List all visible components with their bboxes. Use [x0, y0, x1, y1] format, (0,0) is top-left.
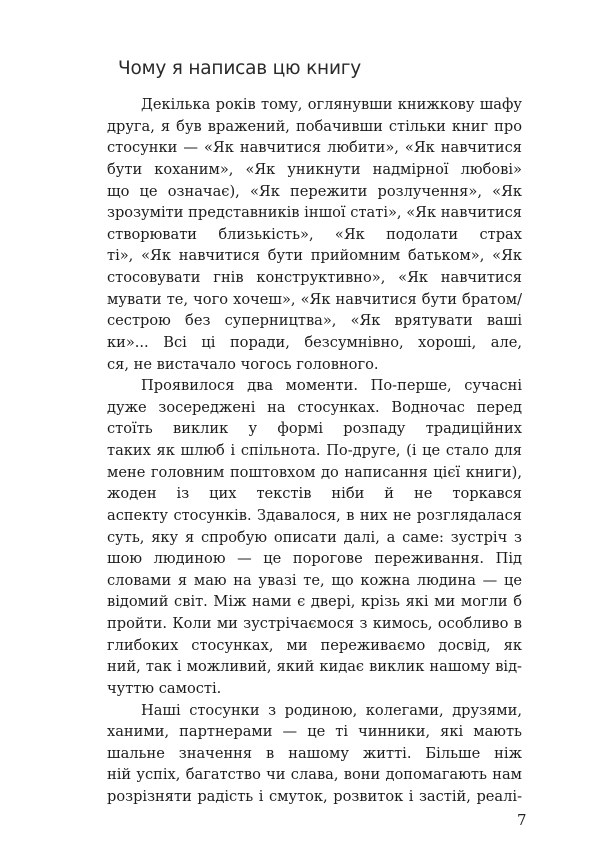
text-line: зрозуміти представників іншої статі», «Як навчитися: [107, 204, 522, 222]
text-line: відомий світ. Між нами є двері, крізь які ми могли б: [107, 593, 522, 611]
text-line: словами я маю на увазі те, що кожна людина — це: [107, 571, 522, 589]
text-line: ся, не вистачало чогось головного.: [107, 355, 379, 373]
text-line: ки»... Всі ці поради, безсумнівно, хороші, але,: [107, 333, 522, 351]
text-line: пройти. Коли ми зустрічаємося з кимось, особливо в: [107, 615, 522, 632]
text-line: ті», «Як навчитися бути прийомним батьком», «Як: [107, 247, 522, 265]
text-line: стосунки — «Як навчитися любити», «Як навчитися: [107, 139, 522, 157]
text-line: глибоких стосунках, ми переживаємо досвід, як: [107, 636, 522, 654]
text-line: жоден із цих текстів ніби й не торкався: [107, 485, 522, 503]
text-line: розрізняти радість і смуток, розвиток і застій, реалі-: [107, 788, 522, 805]
text-line: друга, я був вражений, побачивши стільки книг про: [107, 117, 522, 135]
text-line: Декілька років тому, оглянувши книжкову шафу: [141, 96, 522, 113]
text-line: мувати те, чого хочеш», «Як навчитися бути братом/: [107, 290, 522, 308]
text-line: бути коханим», «Як уникнути надмірної любові»: [107, 160, 522, 178]
text-line: створювати близькість», «Як подолати страх: [107, 225, 522, 243]
text-line: дуже зосереджені на стосунках. Водночас перед: [107, 398, 522, 416]
paragraph: [107, 94, 522, 375]
text-line: таких як шлюб і спільнота. По-друге, (і це стало для: [107, 442, 522, 459]
text-line: ній успіх, багатство чи слава, вони допомагають нам: [107, 766, 522, 784]
paragraph: [107, 375, 522, 699]
text-line: шою людиною — це порогове переживання. Під: [107, 550, 522, 568]
chapter-title: Чому я написав цю книгу: [118, 58, 362, 79]
text-line: шальне значення в нашому житті. Більше ніж: [107, 744, 522, 762]
text-line: аспекту стосунків. Здавалося, в них не розглядалася: [107, 506, 522, 524]
text-line: ханими, партнерами — це ті чинники, які мають: [107, 723, 522, 741]
paragraph: [107, 700, 522, 808]
text-line: стосовувати гнів конструктивно», «Як навчитися: [107, 269, 522, 286]
page-number: 7: [517, 811, 527, 829]
text-line: що це означає), «Як пережити розлучення», «Як: [107, 182, 522, 200]
text-line: ний, так і можливий, який кидає виклик нашому від-: [107, 658, 522, 676]
text-line: сестрою без суперництва», «Як врятувати ваші: [107, 312, 522, 330]
text-line: Проявилося два моменти. По-перше, сучасні: [141, 377, 522, 395]
text-line: суть, яку я спробую описати далі, а саме: зустріч з: [107, 528, 522, 546]
text-line: стоїть виклик у формі розпаду традиційних: [107, 420, 522, 438]
text-line: чуттю самості.: [107, 679, 222, 697]
text-line: Наші стосунки з родиною, колегами, друзями,: [141, 701, 522, 719]
text-line: мене головним поштовхом до написання цієї книги),: [107, 463, 522, 481]
body-text: [107, 94, 522, 808]
